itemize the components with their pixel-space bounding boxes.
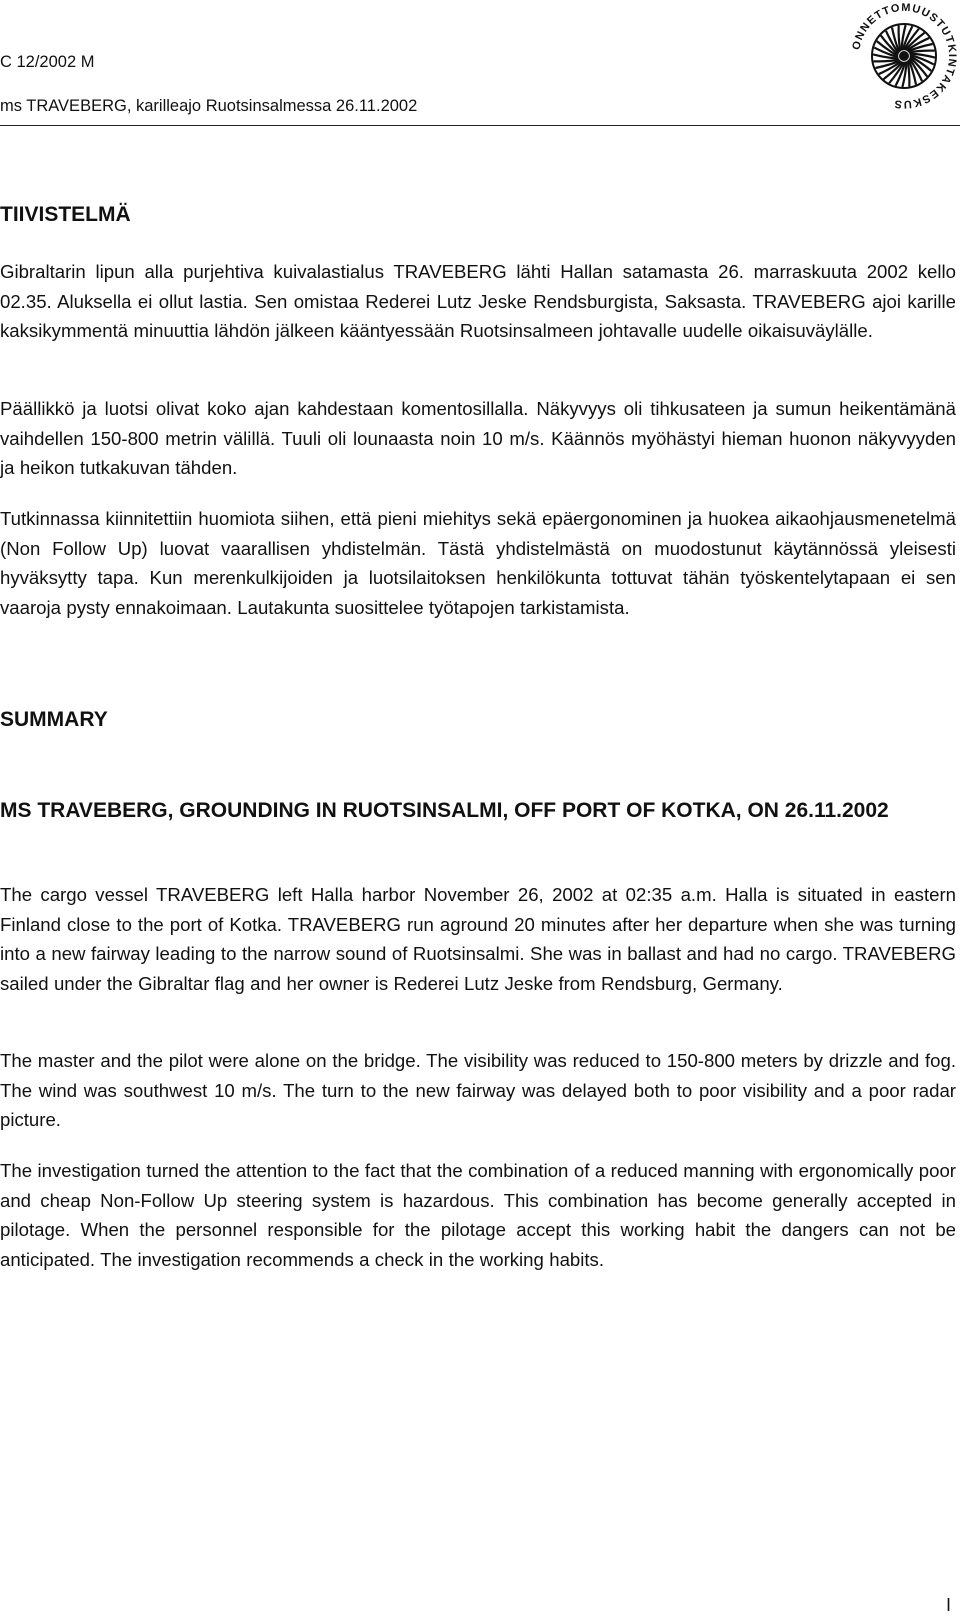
english-summary-title: MS TRAVEBERG, GROUNDING IN RUOTSINSALMI, OFF PORT OF KOTKA, ON 26.11.2002 (0, 799, 889, 822)
page-number: I (946, 1595, 952, 1615)
english-paragraph: The cargo vessel TRAVEBERG left Halla harbor November 26, 2002 at 02:35 a.m. Halla is situated in eastern Finland close to the port of Kotka. TRAVEBERG run aground 20 minutes after her departure when she was turning into a new fairway leading to the narrow sound of Ruotsinsalmi. She was in ballast and had no cargo. TRAVEBERG sailed under the Gibraltar flag and her owner is Rederei Lutz Jeske from Rendsburg, Germany. (0, 884, 956, 994)
finnish-paragraph: Gibraltarin lipun alla purjehtiva kuivalastialus TRAVEBERG lähti Hallan satamasta 26. marraskuuta 2002 kello 02.35. Aluksella ei ollut lastia. Sen omistaa Rederei Lutz Jeske Rendsburgista, Saksasta. TRAVEBERG ajoi karille kaksikymmentä minuuttia lähdön jälkeen kääntyessään Ruotsinsalmeen johtavalle uudelle oikaisuväylälle. (0, 261, 956, 341)
document-code: C 12/2002 M (0, 53, 95, 71)
header-divider (0, 125, 960, 126)
svg-text:ONNETTOMUUSTUTKINTAKESKUS: ONNETTOMUUSTUTKINTAKESKUS (850, 1, 959, 111)
logo-swirl-ray (899, 25, 901, 51)
english-paragraph: The investigation turned the attention to the fact that the combination of a reduced manning with ergonomically poor and cheap Non-Follow Up steering system is hazardous. This combination has become generally accepted in pilotage. When the personnel responsible for the pilotage accept this working habit the dangers can not be anticipated. The investigation recommends a check in the working habits. (0, 1160, 956, 1270)
finnish-paragraph: Tutkinnassa kiinnitettiin huomiota siihen, että pieni miehitys sekä epäergonominen ja huokea aikaohjausmenetelmä (Non Follow Up) luovat vaarallisen yhdistelmän. Tästä yhdistelmästä on muodostunut käytännössä yleisesti hyväksytty tapa. Kun merenkulkijoiden ja luotsilaitoksen henkilökunta tottuvat tähän työskentelytapaan ei sen vaaroja pysty ennakoimaan. Lautakunta suosittelee työtapojen tarkistamista. (0, 508, 956, 618)
finnish-paragraph: Päällikkö ja luotsi olivat koko ajan kahdestaan komentosillalla. Näkyvyys oli tihkusateen ja sumun heikentämänä vaihdellen 150-800 metrin välillä. Tuuli oli lounaasta noin 10 m/s. Käännös myöhästyi hieman huonon näkyvyyden ja heikon tutkakuvan tähden. (0, 398, 956, 478)
english-paragraph: The master and the pilot were alone on the bridge. The visibility was reduced to 150-800 meters by drizzle and fog. The wind was southwest 10 m/s. The turn to the new fairway was delayed both to poor visibility and a poor radar picture. (0, 1050, 956, 1130)
logo-swirl-ray (873, 60, 899, 62)
logo-swirl-ray (908, 61, 910, 87)
english-summary-heading: SUMMARY (0, 708, 108, 731)
onnettomuustutkintakeskus-logo (848, 0, 960, 112)
finnish-summary-heading: TIIVISTELMÄ (0, 203, 131, 226)
document-title: ms TRAVEBERG, karilleajo Ruotsinsalmessa 26.11.2002 (0, 97, 418, 115)
logo-swirl-ray (909, 51, 935, 53)
